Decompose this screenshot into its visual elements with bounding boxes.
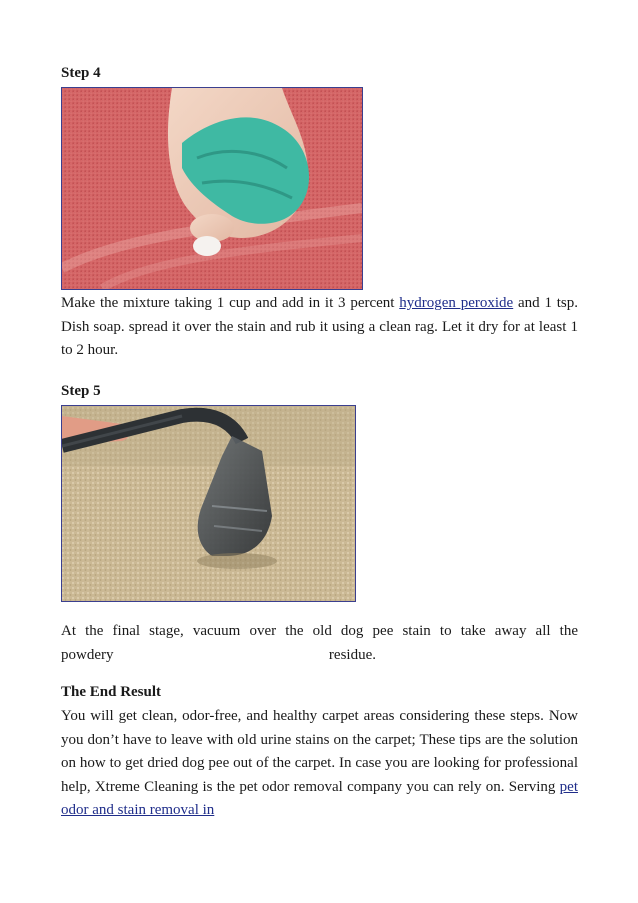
step-5-text-line-2-left: powdery: [61, 646, 114, 663]
step-5-text-line-2-right: residue.: [328, 646, 376, 663]
end-result-text-body: You will get clean, odor-free, and healthy carpet areas considering these steps. Now you don’t have to leave with old urine stains on the carpet; These tips are the solution on how to get dried dog pee out of the carpet. In case you are looking for professional help, Xtreme Cleaning is the pet odor removal company you can rely on. Serving: [61, 708, 578, 795]
step-5-text-line-1: At the final stage, vacuum over the old dog pee stain to take away all the: [61, 623, 578, 639]
carpet-scrub-illustration: [62, 88, 362, 289]
step-4-photo: [61, 87, 363, 290]
end-result-text: [61, 705, 578, 823]
step-5-text-line-2: [61, 644, 376, 668]
end-result-heading: The End Result: [61, 684, 162, 700]
hydrogen-peroxide-link[interactable]: hydrogen peroxide: [399, 295, 514, 311]
carpet-vacuum-illustration: [62, 406, 355, 601]
step-4-text-after: and 1 tsp. Dish soap. spread it over the stain and rub it using a clean rag. Let it dry for at least 1 to 2 hour.: [61, 295, 578, 358]
step-5-text: [61, 620, 578, 667]
pet-odor-removal-link[interactable]: pet odor and stain removal in: [61, 778, 578, 818]
step-5-heading: Step 5: [61, 383, 101, 399]
step-4-heading: Step 4: [61, 65, 101, 81]
step-4-text-before: Make the mixture taking 1 cup and add in it 3 percent: [61, 295, 400, 311]
step-5-photo: [61, 405, 356, 602]
step-4-text: [61, 292, 578, 363]
